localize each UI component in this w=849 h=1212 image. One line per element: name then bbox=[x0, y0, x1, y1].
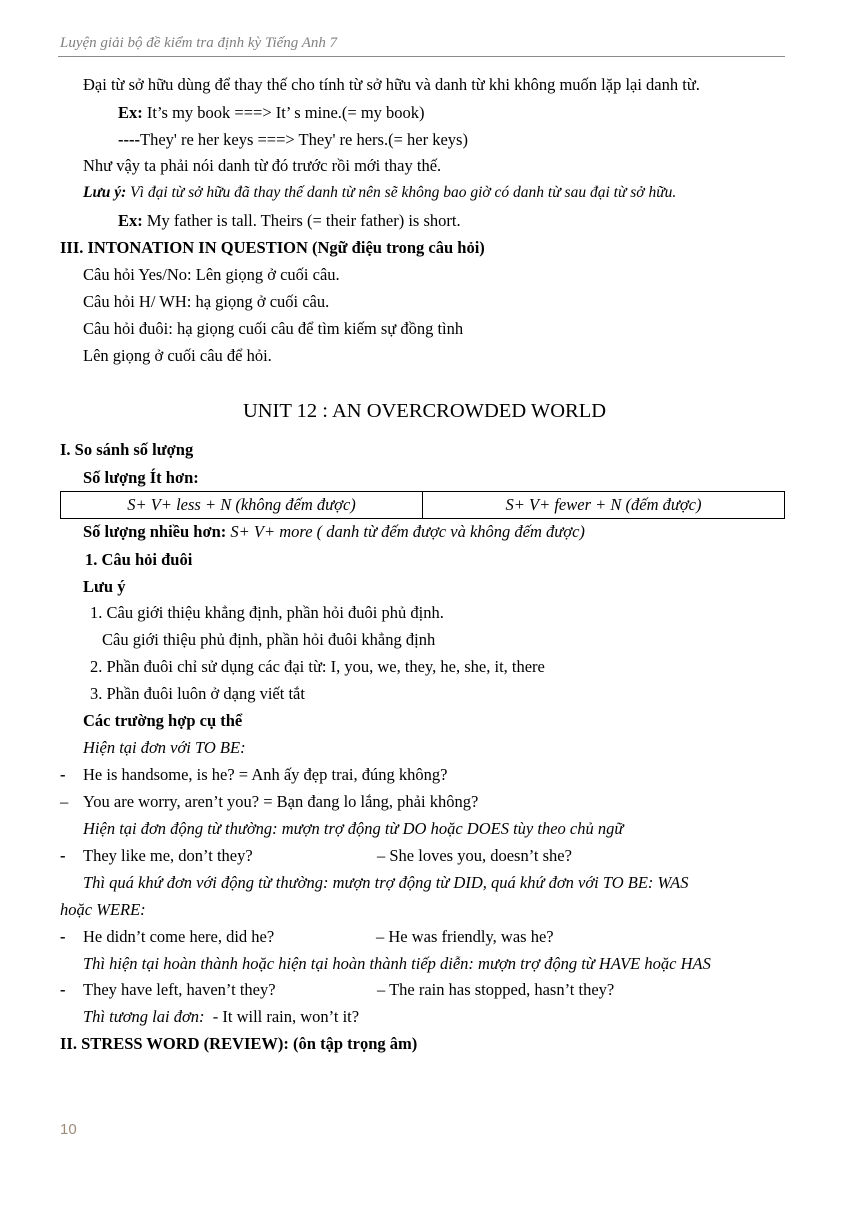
example: - It will rain, won’t it? bbox=[204, 1007, 360, 1026]
unit-title: UNIT 12 : AN OVERCROWDED WORLD bbox=[242, 400, 607, 422]
section-heading: I. So sánh số lượng bbox=[60, 440, 194, 459]
list-item: Câu giới thiệu phủ định, phần hỏi đuôi khẳng định bbox=[102, 630, 436, 649]
example-text: It’s my book ===> It’ s mine.(= my book) bbox=[142, 103, 425, 122]
list-item: 3. Phần đuôi luôn ở dạng viết tắt bbox=[90, 684, 305, 703]
example-text: My father is tall. Theirs (= their father) is short. bbox=[142, 211, 461, 230]
example: They like me, don’t they? bbox=[83, 846, 253, 865]
subheading: Số lượng Ít hơn: bbox=[83, 468, 199, 487]
bullet: - bbox=[60, 980, 66, 999]
example: – The rain has stopped, hasn’t they? bbox=[377, 980, 615, 999]
bullet: - bbox=[60, 846, 66, 865]
list-item: Câu hỏi H/ WH: hạ giọng ở cuối câu. bbox=[83, 292, 330, 311]
case-label: Thì tương lai đơn: bbox=[83, 1007, 205, 1026]
ex-label: Ex: bbox=[118, 103, 143, 122]
case-label: Hiện tại đơn với TO BE: bbox=[83, 738, 246, 757]
example-text: They' re her keys ===> They' re hers.(= her keys) bbox=[139, 130, 468, 149]
paragraph: Đại từ sở hữu dùng để thay thế cho tính từ sở hữu và danh từ khi không muốn lặp lại danh từ. bbox=[83, 75, 700, 94]
example: – She loves you, doesn’t she? bbox=[377, 846, 572, 865]
table-cell: S+ V+ fewer + N (đếm được) bbox=[423, 492, 785, 519]
subheading: Lưu ý bbox=[83, 577, 126, 596]
example: He didn’t come here, did he? bbox=[83, 927, 275, 946]
case-label: hoặc WERE: bbox=[60, 900, 146, 919]
subheading: Các trường hợp cụ thể bbox=[83, 711, 243, 730]
table-cell: S+ V+ less + N (không đếm được) bbox=[61, 492, 423, 519]
comparison-table bbox=[60, 491, 785, 519]
note-text: Vì đại từ sở hữu đã thay thế danh từ nên sẽ không bao giờ có danh từ sau đại từ sở hữu. bbox=[126, 184, 677, 201]
ex-label: Ex: bbox=[118, 211, 143, 230]
list-item: 2. Phần đuôi chỉ sử dụng các đại từ: I, you, we, they, he, she, it, there bbox=[90, 657, 545, 676]
list-item: 1. Câu giới thiệu khẳng định, phần hỏi đuôi phủ định. bbox=[90, 603, 444, 622]
case-label: Thì hiện tại hoàn thành hoặc hiện tại hoàn thành tiếp diễn: mượn trợ động từ HAVE hoặc HAS bbox=[83, 954, 711, 973]
list-item: Lên giọng ở cuối câu để hỏi. bbox=[83, 346, 272, 365]
header-rule bbox=[58, 56, 785, 57]
table-row bbox=[61, 492, 785, 519]
example bbox=[118, 130, 468, 150]
dash-prefix: ---- bbox=[118, 130, 140, 149]
formula: S+ V+ more ( danh từ đếm được và không đếm được) bbox=[226, 522, 585, 541]
note bbox=[83, 183, 676, 203]
label: Số lượng nhiều hơn: bbox=[83, 522, 227, 541]
case-label: Thì quá khứ đơn với động từ thường: mượn trợ động từ DID, quá khứ đơn với TO BE: WAS bbox=[83, 873, 689, 892]
bullet: - bbox=[60, 927, 66, 946]
paragraph: Như vậy ta phải nói danh từ đó trước rồi mới thay thế. bbox=[83, 156, 442, 175]
bullet: - bbox=[60, 765, 66, 784]
section-heading: III. INTONATION IN QUESTION (Ngữ điệu trong câu hỏi) bbox=[60, 238, 485, 257]
example: They have left, haven’t they? bbox=[83, 980, 276, 999]
section-heading: II. STRESS WORD (REVIEW): (ôn tập trọng âm) bbox=[60, 1034, 418, 1053]
list-item: Câu hỏi đuôi: hạ giọng cuối câu để tìm kiếm sự đồng tình bbox=[83, 319, 464, 338]
case-label: Hiện tại đơn động từ thường: mượn trợ động từ DO hoặc DOES tùy theo chủ ngữ bbox=[83, 819, 624, 838]
case-line bbox=[83, 1007, 359, 1027]
bullet: – bbox=[60, 792, 69, 811]
running-header: Luyện giải bộ đề kiểm tra định kỳ Tiếng Anh 7 bbox=[60, 35, 338, 51]
page-number: 10 bbox=[60, 1121, 77, 1138]
example: You are worry, aren’t you? = Bạn đang lo lắng, phải không? bbox=[83, 792, 479, 811]
example bbox=[118, 211, 461, 231]
note-label: Lưu ý: bbox=[83, 184, 127, 201]
paragraph bbox=[83, 522, 585, 542]
example bbox=[118, 103, 425, 123]
list-item: Câu hỏi Yes/No: Lên giọng ở cuối câu. bbox=[83, 265, 340, 284]
example: He is handsome, is he? = Anh ấy đẹp trai, đúng không? bbox=[83, 765, 448, 784]
example: – He was friendly, was he? bbox=[376, 927, 554, 946]
subheading: 1. Câu hỏi đuôi bbox=[85, 550, 193, 569]
